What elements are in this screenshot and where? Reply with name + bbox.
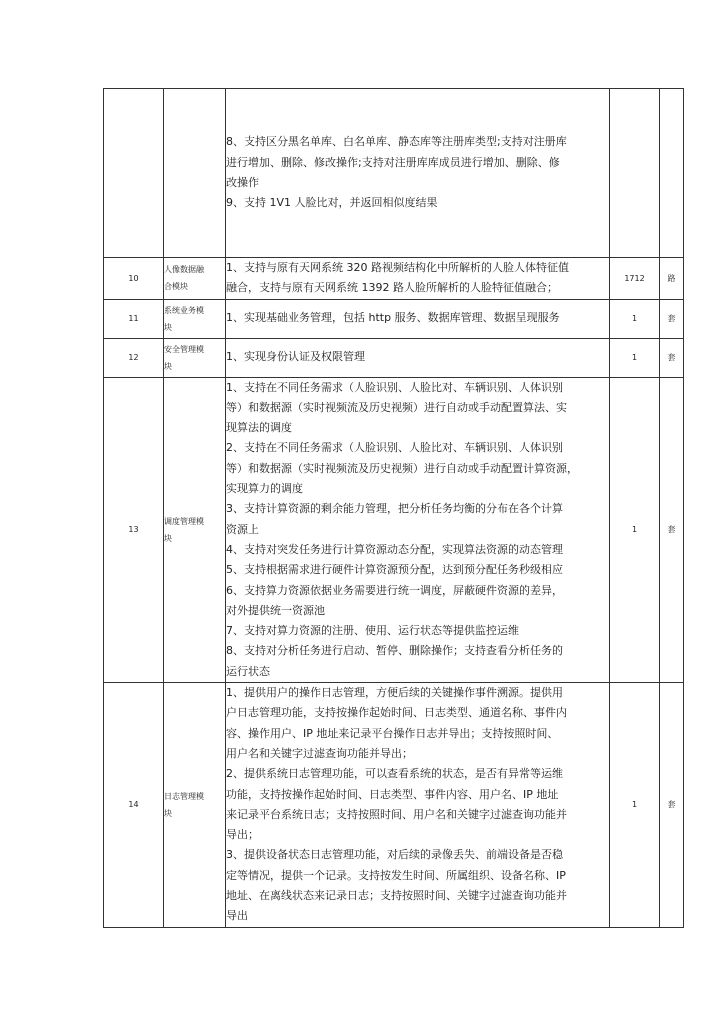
module-description: 1、支持与原有天网系统 320 路视频结构化中所解析的人脸人体特征值 融合，支持与原有天网系统 1392 路人脸所解析的人脸特征值融合； — [226, 258, 610, 300]
module-name — [164, 89, 226, 258]
module-description: 1、支持在不同任务需求（人脸识别、人脸比对、车辆识别、人体识别 等）和数据源（实时视频流及历史视频）进行自动或手动配置算法、实 现算法的调度 2、支持在不同任务需求（人脸识别、人脸比对、车辆识别、人体识别 等）和数据源（实时视频流及历史视频）进行自动或手动配置计算资源， 实现算力的调度 3、支持计算资源的剩余能力管理，把分析任务均衡的分布在各个计算 资源上 4、支持对突发任务进行计算资源动态分配，实现算法资源的动态管理 5、支持根据需求进行硬件计算资源预分配，达到预分配任务秒级相应 6、支持算力资源依据业务需要进行统一调度，屏蔽硬件资源的差异， 对外提供统一资源池 7、支持对算力资源的注册、使用、运行状态等提供监控运维 8、支持对分析任务进行启动、暂停、删除操作；支持查看分析任务的 运行状态 — [226, 377, 610, 682]
module-description: 1、实现身份认证及权限管理 — [226, 338, 610, 377]
unit: 套 — [660, 299, 684, 338]
row-number: 14 — [104, 683, 164, 928]
table-row — [104, 299, 684, 338]
quantity — [610, 89, 660, 258]
unit: 路 — [660, 258, 684, 300]
row-number — [104, 89, 164, 258]
spec-table — [103, 88, 684, 928]
module-description: 8、支持区分黑名单库、白名单库、静态库等注册库类型;支持对注册库 进行增加、删除、修改操作;支持对注册库库成员进行增加、删除、修 改操作 9、支持 1V1 人脸比对，并返回相似度结果 — [226, 89, 610, 258]
unit: 套 — [660, 377, 684, 682]
quantity: 1712 — [610, 258, 660, 300]
table-row — [104, 377, 684, 682]
table-row — [104, 258, 684, 300]
quantity: 1 — [610, 338, 660, 377]
row-number: 11 — [104, 299, 164, 338]
unit: 套 — [660, 338, 684, 377]
table-row — [104, 683, 684, 928]
table-row — [104, 89, 684, 258]
module-name: 调度管理模 块 — [164, 377, 226, 682]
row-number: 12 — [104, 338, 164, 377]
quantity: 1 — [610, 683, 660, 928]
module-name: 人像数据融 合模块 — [164, 258, 226, 300]
unit: 套 — [660, 683, 684, 928]
module-description: 1、提供用户的操作日志管理，方便后续的关键操作事件溯源。提供用 户日志管理功能，支持按操作起始时间、日志类型、通道名称、事件内 容、操作用户、IP 地址来记录平台操作日志并导出；支持按照时间、 用户名和关键字过滤查询功能并导出； 2、提供系统日志管理功能，可以查看系统的状态，是否有异常等运维 功能，支持按操作起始时间、日志类型、事件内容、用户名、IP 地址 来记录平台系统日志；支持按照时间、用户名和关键字过滤查询功能并 导出； 3、提供设备状态日志管理功能，对后续的录像丢失、前端设备是否稳 定等情况，提供一个记录。支持按发生时间、所属组织、设备名称、IP 地址、在离线状态来记录日志；支持按照时间、关键字过滤查询功能并 导出 — [226, 683, 610, 928]
module-name: 系统业务模 块 — [164, 299, 226, 338]
quantity: 1 — [610, 377, 660, 682]
row-number: 13 — [104, 377, 164, 682]
row-number: 10 — [104, 258, 164, 300]
table-row — [104, 338, 684, 377]
module-description: 1、实现基础业务管理，包括 http 服务、数据库管理、数据呈现服务 — [226, 299, 610, 338]
unit — [660, 89, 684, 258]
module-name: 安全管理模 块 — [164, 338, 226, 377]
quantity: 1 — [610, 299, 660, 338]
module-name: 日志管理模 块 — [164, 683, 226, 928]
